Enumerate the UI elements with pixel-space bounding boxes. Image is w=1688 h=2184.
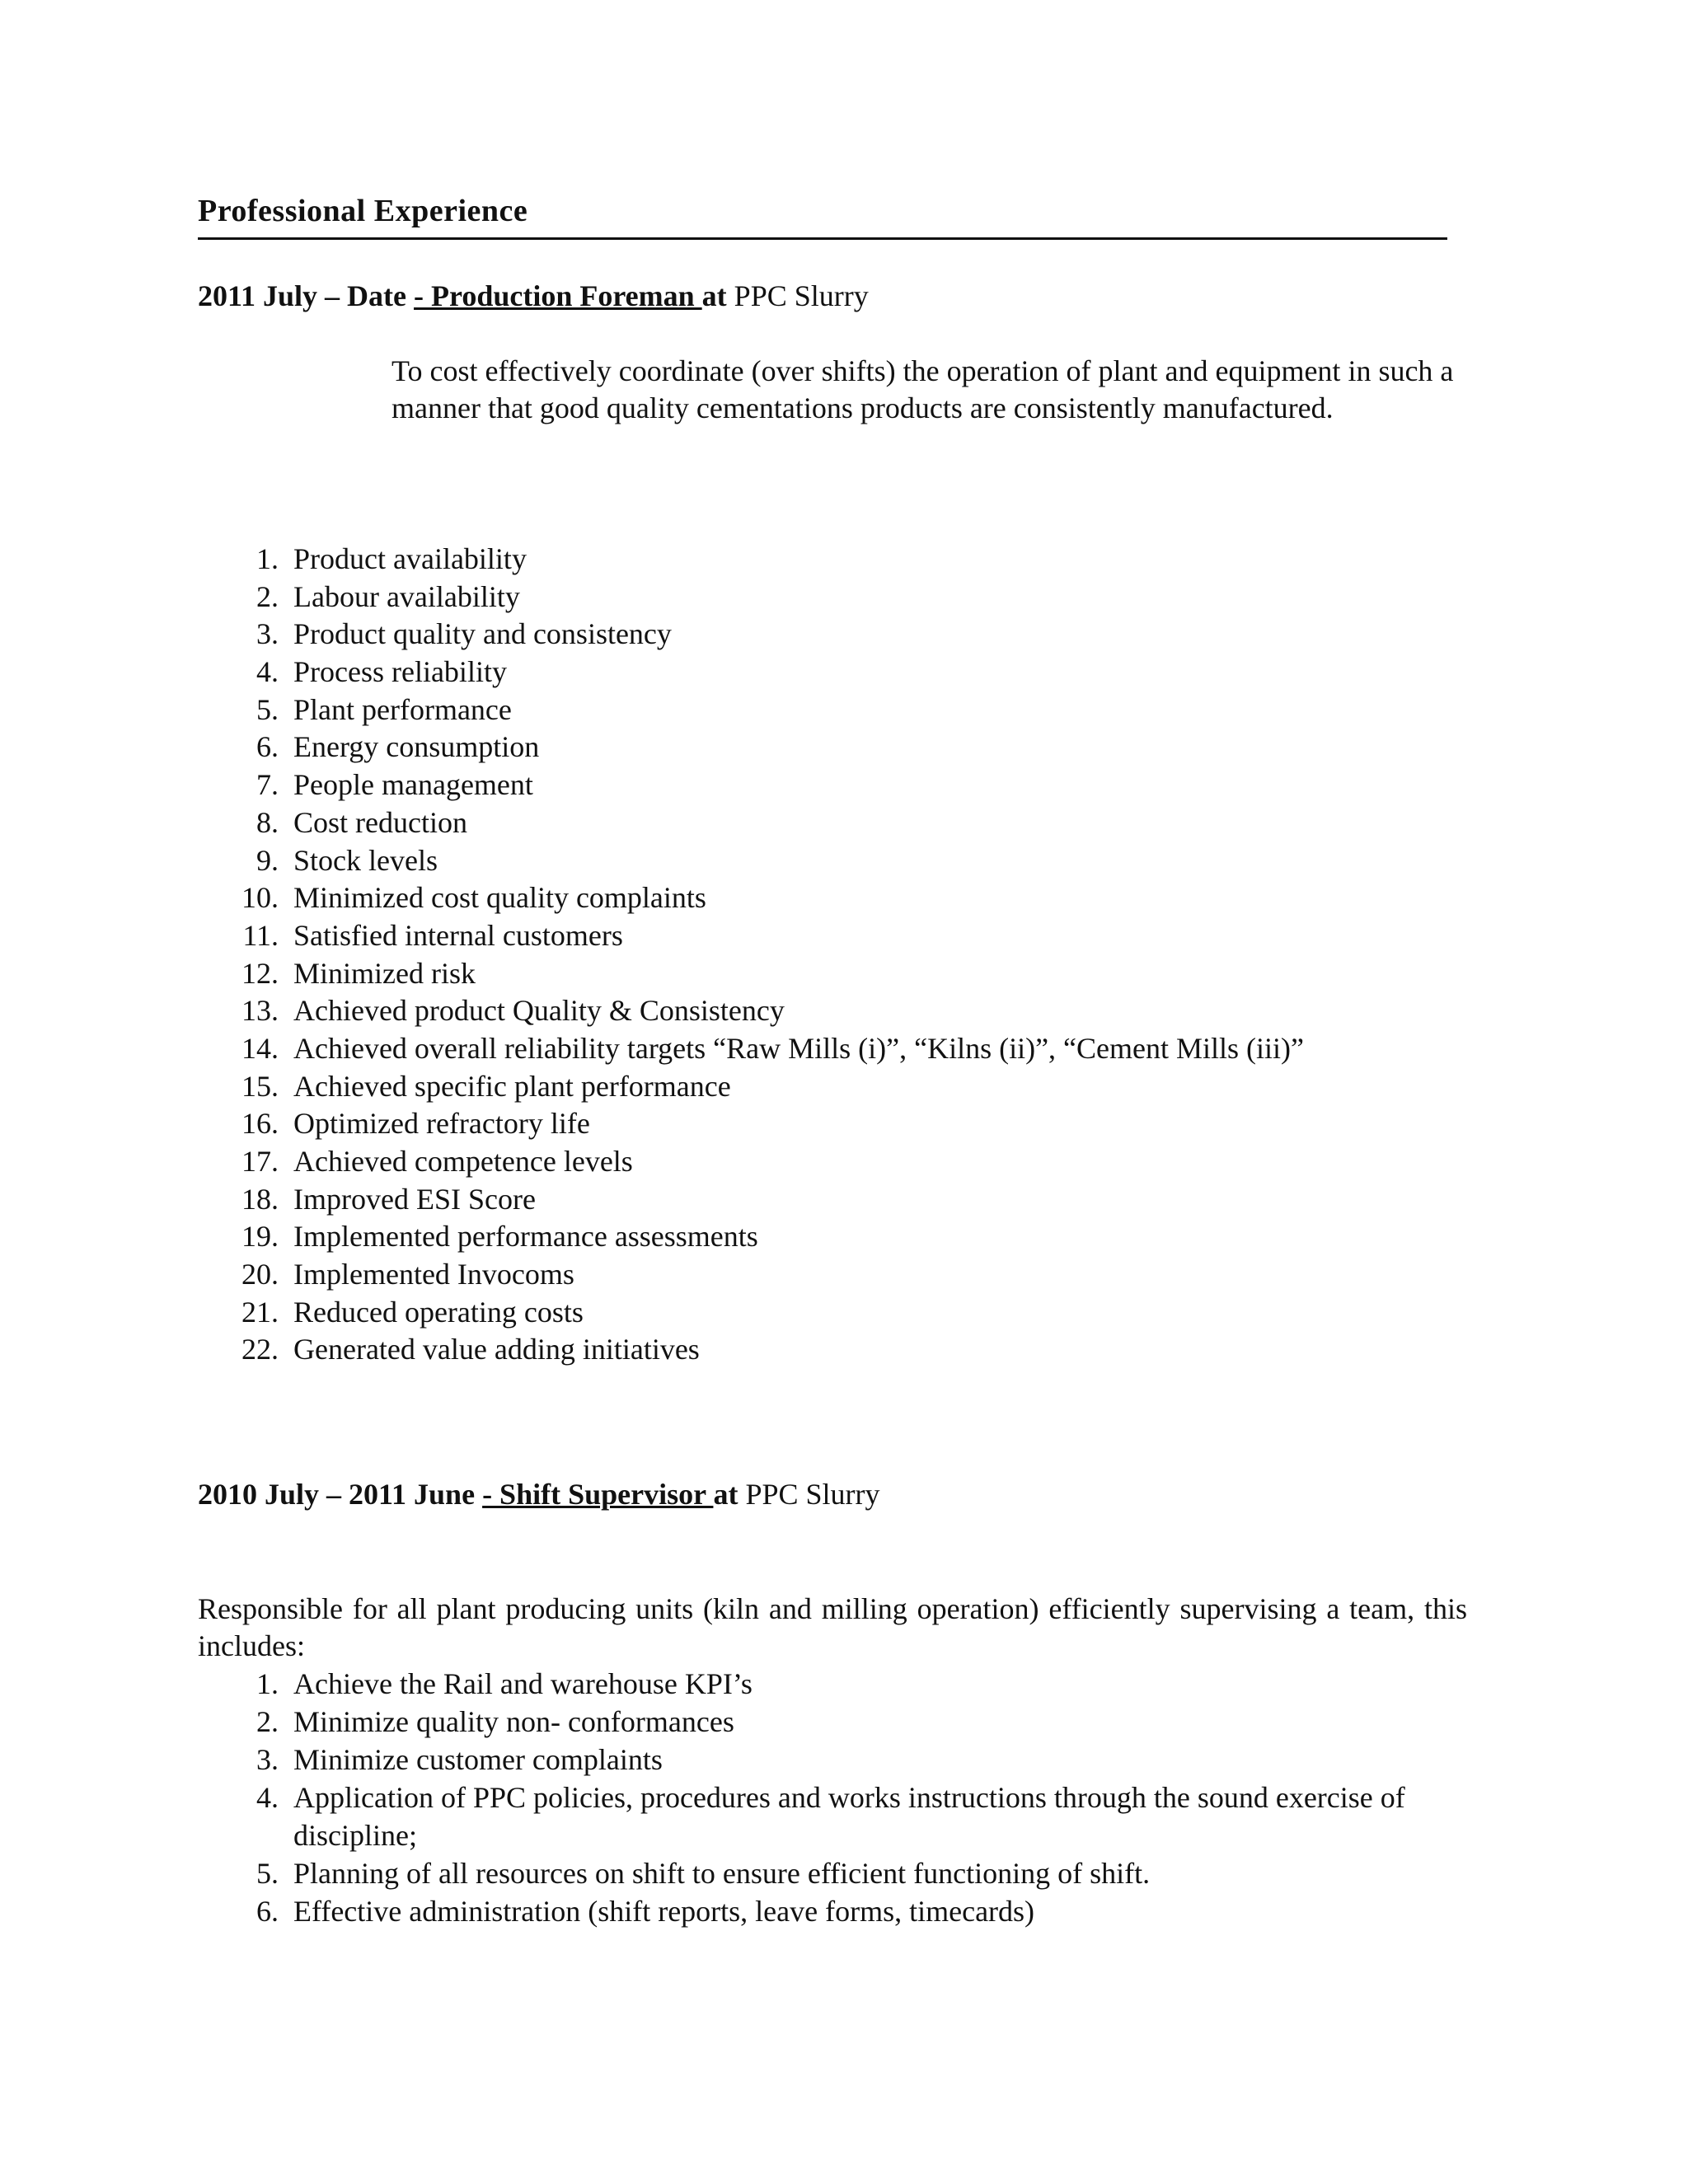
list-item: 19. Implemented performance assessments bbox=[241, 1220, 758, 1254]
list-item: 2. Labour availability bbox=[256, 579, 520, 613]
list-item: 4. Process reliability bbox=[256, 655, 507, 689]
list-item: 7. People management bbox=[256, 768, 533, 802]
list-item: 14. Achieved overall reliability targets “Raw Mills (i)”, “Kilns (ii)”, “Cement Mills (iii)” bbox=[241, 1031, 1304, 1065]
list-item: 3. Product quality and consistency bbox=[256, 617, 672, 651]
duties-list-shift-supervisor bbox=[198, 1665, 1480, 1930]
list-item: 5. Plant performance bbox=[256, 692, 512, 726]
list-item: 6. Energy consumption bbox=[256, 730, 540, 764]
list-item: 3. Minimize customer complaints bbox=[256, 1743, 663, 1776]
job-at: at bbox=[701, 279, 727, 312]
job-company: PPC Slurry bbox=[745, 1478, 880, 1511]
list-item: 22. Generated value adding initiatives bbox=[241, 1333, 700, 1366]
list-item: 12. Minimized risk bbox=[241, 956, 476, 990]
list-item: 9. Stock levels bbox=[256, 843, 438, 877]
list-item: 8. Cost reduction bbox=[256, 805, 467, 839]
job-company: PPC Slurry bbox=[734, 279, 869, 312]
list-item: 15. Achieved specific plant performance bbox=[241, 1069, 731, 1103]
list-item: 1. Achieve the Rail and warehouse KPI’s bbox=[256, 1667, 753, 1700]
list-item: 5. Planning of all resources on shift to ensure efficient functioning of shift. bbox=[256, 1857, 1151, 1890]
job-responsibility: Responsible for all plant producing units (kiln and milling operation) efficiently supervising a team, this includes: bbox=[198, 1592, 1467, 1662]
job-dates: 2010 July – 2011 June bbox=[198, 1478, 476, 1511]
list-item: 21. Reduced operating costs bbox=[241, 1295, 584, 1329]
list-item: 16. Optimized refractory life bbox=[241, 1107, 590, 1141]
list-item: 11. Satisfied internal customers bbox=[242, 918, 623, 952]
list-item: 1. Product availability bbox=[256, 542, 527, 575]
job-heading-shift-supervisor bbox=[198, 1477, 880, 1512]
duties-list-production-foreman bbox=[198, 541, 1304, 1369]
job-role: - Shift Supervisor bbox=[482, 1478, 714, 1511]
list-item: 4. Application of PPC policies, procedures and works instructions through the sound exercise of discipline; bbox=[256, 1781, 1405, 1852]
list-item: 17. Achieved competence levels bbox=[241, 1145, 633, 1178]
job-at: at bbox=[713, 1478, 738, 1511]
job-summary: To cost effectively coordinate (over shifts) the operation of plant and equipment in such a manner that good quality cementations products are consistently manufactured. bbox=[392, 354, 1454, 424]
list-item: 13. Achieved product Quality & Consistency bbox=[241, 994, 785, 1028]
list-item: 18. Improved ESI Score bbox=[241, 1182, 536, 1216]
list-item: 20. Implemented Invocoms bbox=[241, 1258, 574, 1291]
list-item: 6. Effective administration (shift reports, leave forms, timecards) bbox=[256, 1895, 1035, 1928]
job-dates: 2011 July – Date bbox=[198, 279, 407, 312]
job-heading-production-foreman bbox=[198, 279, 869, 314]
job-role: - Production Foreman bbox=[414, 279, 702, 312]
list-item: 2. Minimize quality non- conformances bbox=[256, 1705, 734, 1738]
section-title: Professional Experience bbox=[198, 194, 1447, 240]
list-item: 10. Minimized cost quality complaints bbox=[241, 881, 706, 915]
